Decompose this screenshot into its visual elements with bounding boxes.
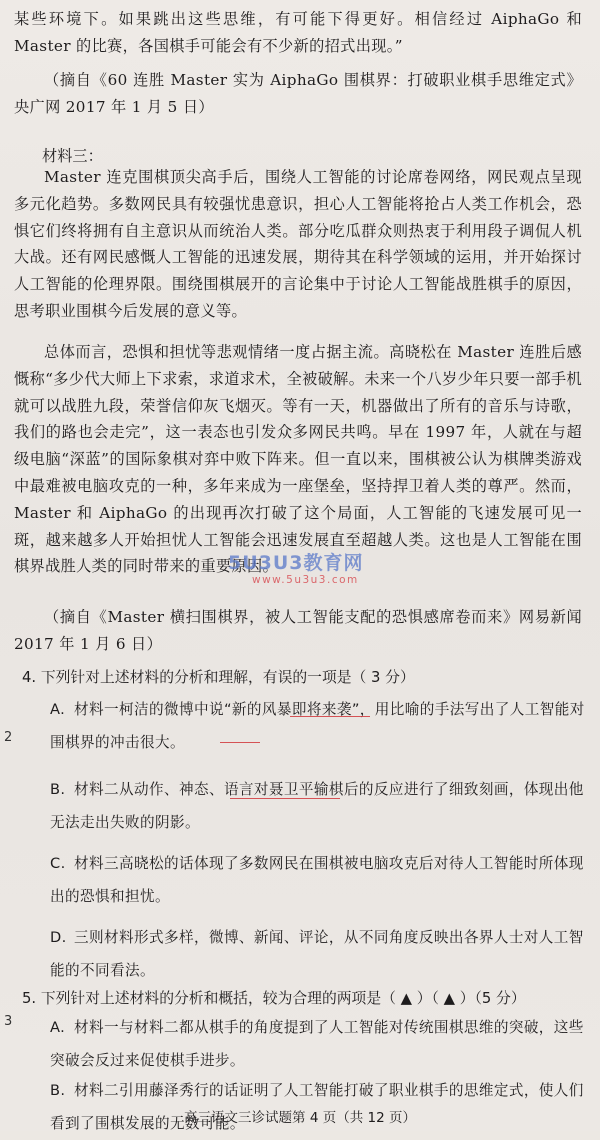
watermark-logo: 5U3U3教育网: [228, 552, 364, 574]
page-footer: 高三语文三诊试题第 4 页（共 12 页）: [184, 1110, 416, 1126]
option-text: 材料二引用藤泽秀行的话证明了人工智能打破了职业棋手的思维定式，使人们看到了围棋发展的无数可能。: [50, 1082, 584, 1132]
option-text: 材料一柯洁的微博中说“新的风暴即将来袭”，用比喻的手法写出了人工智能对围棋界的冲击很大。: [50, 701, 585, 751]
question-4-option-b: [50, 773, 590, 839]
option-text: 三则材料形式多样，微博、新闻、评论，从不同角度反映出各界人士对人工智能的不同看法。: [50, 929, 584, 979]
margin-mark: 2: [4, 730, 13, 745]
option-text: 材料一与材料二都从棋手的角度提到了人工智能对传统围棋思维的突破，这些突破会反过来促使棋手进步。: [50, 1019, 584, 1069]
citation-material-3: （摘自《Master 横扫围棋界，被人工智能支配的恐惧感席卷而来》网易新闻 2017 年 1 月 6 日）: [14, 608, 582, 653]
red-annotation-stroke: [290, 716, 370, 717]
option-letter: B.: [50, 1082, 66, 1099]
watermark-url: www.5u3u3.com: [252, 574, 359, 586]
material-3-paragraph-1: Master 连克围棋顶尖高手后，围绕人工智能的讨论席卷网络，网民观点呈现多元化趋势。多数网民具有较强忧患意识，担心人工智能将抢占人类工作机会，恐惧它们终将拥有自主意识从而统治人类。部分吃瓜群众则热衷于利用段子调侃人机大战。还有网民感慨人工智能的迅速发展，期待其在科学领域的运用，并开始探讨人工智能的伦理界限。围绕围棋展开的言论集中于讨论人工智能战胜棋手的原因，思考职业围棋今后发展的意义等。: [14, 168, 582, 320]
option-letter: A.: [50, 1019, 66, 1036]
option-letter: C.: [50, 855, 66, 872]
option-letter: D.: [50, 929, 67, 946]
option-text: 材料二从动作、神态、语言对聂卫平输棋后的反应进行了细致刻画，体现出他无法走出失败的阴影。: [50, 781, 584, 831]
material-3-heading: 材料三：: [42, 147, 103, 165]
red-annotation-stroke: [220, 742, 260, 743]
question-4-option-c: [50, 847, 590, 913]
material-3-paragraph-2: 总体而言，恐惧和担忧等悲观情绪一度占据主流。高晓松在 Master 连胜后感慨称“多少代大师上下求索，求道求术，全被破解。未来一个八岁少年只要一部手机就可以战胜九段，荣誉信仰灰飞烟灭。等有一天，机器做出了所有的音乐与诗歌，我们的路也会走完”，这一表态也引发众多网民共鸣。早在 1997 年，人就在与超级电脑“深蓝”的国际象棋对弈中败下阵来。但一直以来，围棋被公认为棋牌类游戏中最难被电脑攻克的一种，多年来成为一座堡垒，坚持捍卫着人类的尊严。然而，Master 和 AiphaGo 的出现再次打破了这个局面，人工智能的飞速发展可见一斑，越来越多人开始担忧人工智能会迅速发展直至超越人类。这也是人工智能在围棋界战胜人类的同时带来的重要原因。: [14, 343, 582, 576]
red-annotation-stroke: [230, 798, 340, 799]
option-letter: A.: [50, 701, 66, 718]
question-5-option-a: [50, 1011, 590, 1077]
citation-material-2: （摘自《60 连胜 Master 实为 AiphaGo 围棋界：打破职业棋手思维定式》央广网 2017 年 1 月 5 日）: [14, 71, 582, 116]
question-4-option-a: [50, 693, 590, 759]
question-5-stem: 5. 下列针对上述材料的分析和概括，较为合理的两项是（ ▲ ）（ ▲ ）（5 分）: [22, 990, 526, 1007]
passage-continuation: 某些环境下。如果跳出这些思维，有可能下得更好。相信经过 AiphaGo 和 Master 的比赛，各国棋手可能会有不少新的招式出现。”: [14, 10, 582, 55]
question-4-option-d: [50, 921, 590, 987]
option-letter: B.: [50, 781, 66, 798]
question-4-stem: 4. 下列针对上述材料的分析和理解，有误的一项是（ 3 分）: [22, 669, 415, 686]
option-text: 材料三高晓松的话体现了多数网民在围棋被电脑攻克后对待人工智能时所体现出的恐惧和担忧。: [50, 855, 584, 905]
margin-mark: 3: [4, 1014, 13, 1029]
